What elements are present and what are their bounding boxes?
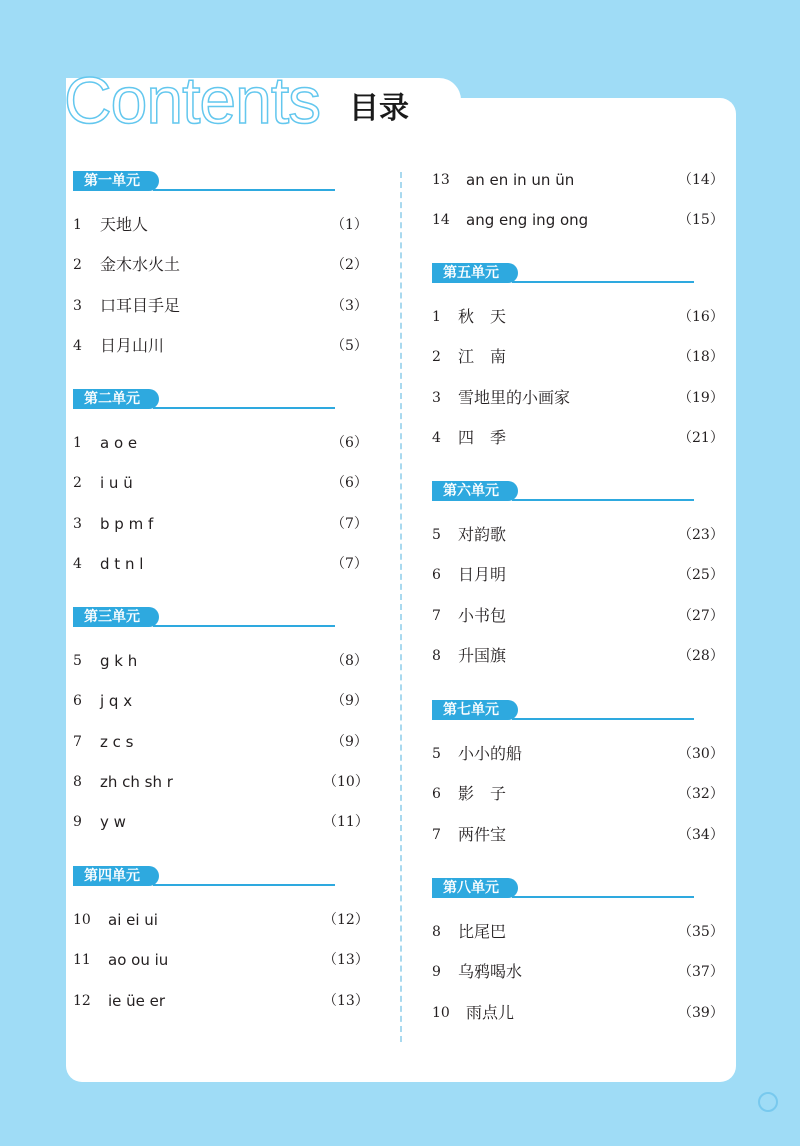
unit-underline <box>153 407 335 409</box>
entry-title: 比尾巴 <box>458 922 507 941</box>
unit-label: 第七单元 <box>432 700 518 720</box>
toc-entry[interactable] <box>432 208 732 232</box>
unit-label: 第五单元 <box>432 263 518 283</box>
unit-label: 第二单元 <box>73 389 159 409</box>
page-title-chinese: 目录 <box>349 91 409 126</box>
entry-title: 秋 天 <box>458 307 507 326</box>
entry-number: 12 <box>73 992 91 1009</box>
entry-title: 乌鸦喝水 <box>458 962 523 982</box>
unit-underline <box>512 718 694 720</box>
toc-entry[interactable] <box>73 431 373 455</box>
entry-number: 8 <box>73 773 82 790</box>
entry-title: 天地人 <box>100 215 149 234</box>
entry-number: 14 <box>432 212 450 228</box>
toc-entry[interactable] <box>432 523 732 547</box>
entry-page: （11） <box>323 814 369 831</box>
entry-page: （9） <box>331 693 368 710</box>
entry-page: （10） <box>323 773 369 790</box>
unit-label: 第八单元 <box>432 878 518 898</box>
unit-header <box>432 479 702 503</box>
entry-page: （21） <box>678 429 724 446</box>
toc-entry[interactable] <box>73 649 373 673</box>
entry-number: 7 <box>73 733 82 750</box>
toc-entry[interactable] <box>73 512 373 536</box>
entry-number: 9 <box>432 964 441 981</box>
entry-number: 9 <box>73 814 82 831</box>
unit-underline <box>153 884 335 886</box>
unit-label: 第三单元 <box>73 607 159 627</box>
toc-entry[interactable] <box>432 960 732 984</box>
toc-entry[interactable] <box>432 168 732 192</box>
toc-entry[interactable] <box>432 782 732 806</box>
entry-number: 2 <box>432 349 441 366</box>
unit-underline <box>153 189 335 191</box>
entry-title: j q x <box>100 692 133 711</box>
entry-page: （3） <box>331 297 368 314</box>
entry-page: （28） <box>678 647 724 664</box>
toc-entry[interactable] <box>432 1001 732 1025</box>
toc-entry[interactable] <box>73 213 373 237</box>
entry-page: （1） <box>331 217 368 233</box>
toc-entry[interactable] <box>73 334 373 358</box>
entry-page: （8） <box>331 653 368 669</box>
entry-number: 6 <box>432 786 441 803</box>
entry-page: （19） <box>678 389 724 406</box>
toc-entry[interactable] <box>432 345 732 369</box>
entry-number: 4 <box>73 337 82 354</box>
entry-title: 小书包 <box>458 605 507 625</box>
entry-number: 5 <box>432 527 441 543</box>
entry-number: 6 <box>432 567 441 584</box>
unit-label: 第一单元 <box>73 171 159 191</box>
entry-page: （14） <box>678 172 724 188</box>
entry-page: （32） <box>678 786 724 803</box>
toc-entry[interactable] <box>432 920 732 944</box>
entry-page: （39） <box>678 1004 724 1021</box>
entry-title: 日月山川 <box>100 335 165 355</box>
entry-page: （23） <box>678 527 724 543</box>
toc-entry[interactable] <box>432 426 732 450</box>
entry-page: （37） <box>678 964 724 981</box>
entry-number: 1 <box>73 435 82 451</box>
entry-title: ai ei ui <box>108 911 158 929</box>
entry-title: ang eng ing ong <box>466 211 589 229</box>
unit-underline <box>512 896 694 898</box>
entry-title: y w <box>100 813 126 832</box>
toc-entry[interactable] <box>73 552 373 576</box>
toc-entry[interactable] <box>73 294 373 318</box>
entry-number: 7 <box>432 607 441 624</box>
entry-number: 8 <box>432 647 441 664</box>
entry-number: 3 <box>73 515 82 532</box>
entry-page: （30） <box>678 746 724 762</box>
entry-title: a o e <box>100 434 138 452</box>
entry-number: 1 <box>432 309 441 325</box>
entry-page: （12） <box>323 912 369 928</box>
entry-title: 雪地里的小画家 <box>458 387 571 407</box>
unit-label: 第四单元 <box>73 866 159 886</box>
unit-header <box>73 605 343 629</box>
unit-header <box>432 698 702 722</box>
entry-number: 2 <box>73 257 82 274</box>
entry-page: （18） <box>678 349 724 366</box>
entry-title: 雨点儿 <box>466 1002 515 1022</box>
entry-title: b p m f <box>100 514 154 533</box>
entry-page: （16） <box>678 309 724 325</box>
entry-number: 4 <box>432 429 441 446</box>
unit-underline <box>512 281 694 283</box>
unit-header <box>73 864 343 888</box>
entry-number: 8 <box>432 924 441 940</box>
entry-title: 四 季 <box>458 427 507 447</box>
toc-entry[interactable] <box>432 644 732 668</box>
entry-page: （7） <box>331 515 368 532</box>
entry-page: （7） <box>331 555 368 572</box>
toc-entry[interactable] <box>432 386 732 410</box>
entry-title: zh ch sh r <box>100 772 173 791</box>
column-divider <box>400 172 402 1042</box>
unit-header <box>432 261 702 285</box>
entry-title: 升国旗 <box>458 645 507 665</box>
entry-title: 日月明 <box>458 565 507 585</box>
toc-entry[interactable] <box>432 604 732 628</box>
toc-entry[interactable] <box>73 730 373 754</box>
circle-icon <box>758 1092 778 1112</box>
entry-page: （13） <box>323 992 369 1009</box>
entry-page: （6） <box>331 435 368 451</box>
entry-page: （15） <box>678 212 724 228</box>
toc-entry[interactable] <box>73 810 373 834</box>
entry-number: 5 <box>73 653 82 669</box>
entry-title: 江 南 <box>458 347 507 367</box>
toc-entry[interactable] <box>432 742 732 766</box>
toc-entry[interactable] <box>73 253 373 277</box>
entry-title: 影 子 <box>458 784 507 804</box>
unit-underline <box>153 625 335 627</box>
entry-title: 两件宝 <box>458 824 507 844</box>
entry-page: （35） <box>678 924 724 940</box>
entry-number: 10 <box>432 1004 450 1021</box>
entry-number: 13 <box>432 172 450 188</box>
entry-number: 2 <box>73 475 82 492</box>
toc-entry[interactable] <box>73 989 373 1013</box>
entry-page: （6） <box>331 475 368 492</box>
entry-title: d t n l <box>100 554 144 573</box>
entry-number: 1 <box>73 217 82 233</box>
entry-page: （13） <box>323 952 369 969</box>
unit-label: 第六单元 <box>432 481 518 501</box>
entry-title: ie üe er <box>108 991 166 1010</box>
toc-entry[interactable] <box>432 305 732 329</box>
unit-underline <box>512 499 694 501</box>
entry-number: 11 <box>73 952 91 969</box>
entry-page: （25） <box>678 567 724 584</box>
entry-title: an en in un ün <box>466 171 575 189</box>
entry-title: 口耳目手足 <box>100 295 181 315</box>
page-title-english: Contents <box>64 63 321 137</box>
entry-page: （5） <box>331 337 368 354</box>
unit-header <box>73 169 343 193</box>
entry-title: ao ou iu <box>108 951 169 970</box>
toc-entry[interactable] <box>73 689 373 713</box>
entry-title: 对韵歌 <box>458 525 507 544</box>
entry-title: z c s <box>100 732 134 751</box>
entry-number: 3 <box>432 389 441 406</box>
entry-title: 金木水火土 <box>100 255 181 275</box>
entry-page: （34） <box>678 826 724 843</box>
entry-title: g k h <box>100 652 138 670</box>
entry-title: i u ü <box>100 474 133 493</box>
entry-page: （2） <box>331 257 368 274</box>
entry-number: 3 <box>73 297 82 314</box>
toc-entry[interactable] <box>432 823 732 847</box>
toc-entry[interactable] <box>73 770 373 794</box>
unit-header <box>73 387 343 411</box>
entry-page: （9） <box>331 733 368 750</box>
toc-entry[interactable] <box>73 471 373 495</box>
toc-entry[interactable] <box>432 563 732 587</box>
unit-header <box>432 876 702 900</box>
entry-page: （27） <box>678 607 724 624</box>
toc-entry[interactable] <box>73 908 373 932</box>
entry-number: 6 <box>73 693 82 710</box>
entry-number: 5 <box>432 746 441 762</box>
entry-title: 小小的船 <box>458 744 523 763</box>
entry-number: 4 <box>73 555 82 572</box>
entry-number: 7 <box>432 826 441 843</box>
toc-entry[interactable] <box>73 948 373 972</box>
entry-number: 10 <box>73 912 91 928</box>
